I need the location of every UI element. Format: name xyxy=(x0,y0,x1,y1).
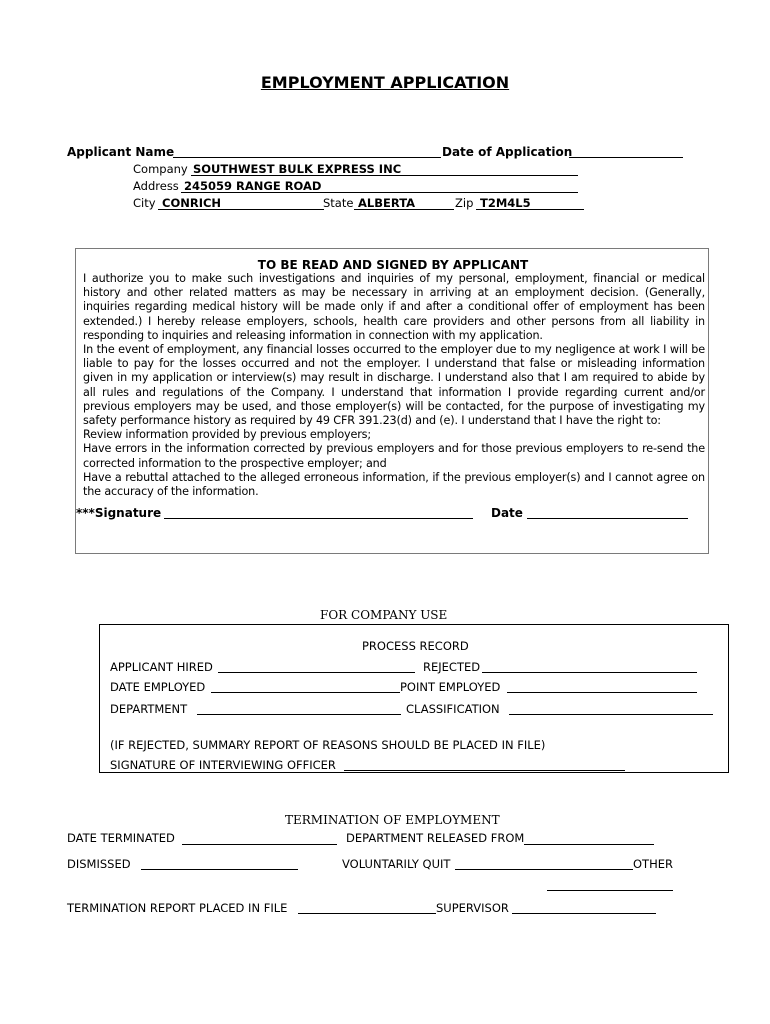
date-terminated-label: DATE TERMINATED xyxy=(67,831,175,845)
state-value: ALBERTA xyxy=(358,196,416,210)
consent-paragraph: Review information provided by previous employers; xyxy=(83,428,371,442)
date-employed-field[interactable] xyxy=(211,692,400,693)
other-field[interactable] xyxy=(547,890,673,891)
company-label: Company xyxy=(133,162,188,176)
zip-value: T2M4L5 xyxy=(480,196,531,210)
department-field[interactable] xyxy=(197,714,401,715)
date-of-application-label: Date of Application xyxy=(442,145,573,159)
point-employed-label: POINT EMPLOYED xyxy=(400,680,501,694)
consent-heading: TO BE READ AND SIGNED BY APPLICANT xyxy=(257,258,529,272)
department-label: DEPARTMENT xyxy=(110,702,188,716)
consent-paragraph: In the event of employment, any financial losses occurred to the employer due to my negligence at work I will be liable to pay for the losses occurred and not the employer. I understand that false or misleading information given in my application or interview(s) may result in discharge. I understand also that I am required to abide by all rules and regulations of the Company. I understand that information I provide regarding current and/or previous employers may be used, and those employer(s) will be contacted, for the purpose of investigating my safety performance history as required by 49 CFR 391.23(d) and (e). I understand that I have the right to: xyxy=(83,343,705,428)
signature-date-field[interactable] xyxy=(527,518,688,519)
classification-field[interactable] xyxy=(509,714,713,715)
applicant-name-label: Applicant Name xyxy=(67,145,175,159)
supervisor-label: SUPERVISOR xyxy=(436,901,509,915)
applicant-hired-label: APPLICANT HIRED xyxy=(110,660,213,674)
consent-paragraph: Have errors in the information corrected by previous employers and for those previous employers to re-send the corrected information to the prospective employer; and xyxy=(83,442,705,470)
zip-label: Zip xyxy=(455,196,474,210)
dismissed-field[interactable] xyxy=(141,869,298,870)
interviewing-officer-label: SIGNATURE OF INTERVIEWING OFFICER xyxy=(110,758,336,772)
consent-text xyxy=(83,272,705,499)
voluntarily-quit-label: VOLUNTARILY QUIT xyxy=(342,857,451,871)
address-label: Address xyxy=(133,179,179,193)
applicant-hired-field[interactable] xyxy=(218,672,415,673)
department-released-label: DEPARTMENT RELEASED FROM xyxy=(346,831,525,845)
company-use-heading: FOR COMPANY USE xyxy=(320,608,448,622)
termination-heading: TERMINATION OF EMPLOYMENT xyxy=(285,813,500,827)
state-label: State xyxy=(323,196,354,210)
signature-date-label: Date xyxy=(491,506,523,520)
point-employed-field[interactable] xyxy=(507,692,697,693)
date-of-application-field[interactable] xyxy=(569,157,683,158)
report-placed-field[interactable] xyxy=(298,913,436,914)
city-label: City xyxy=(133,196,156,210)
voluntarily-quit-field[interactable] xyxy=(455,869,633,870)
consent-paragraph: Have a rebuttal attached to the alleged erroneous information, if the previous employer(s) and I cannot agree on the accuracy of the information. xyxy=(83,470,705,499)
supervisor-field[interactable] xyxy=(512,913,656,914)
report-placed-label: TERMINATION REPORT PLACED IN FILE xyxy=(67,901,288,915)
date-employed-label: DATE EMPLOYED xyxy=(110,680,206,694)
department-released-field[interactable] xyxy=(524,844,654,845)
other-label: OTHER xyxy=(633,857,673,871)
if-rejected-note: (IF REJECTED, SUMMARY REPORT OF REASONS SHOULD BE PLACED IN FILE) xyxy=(110,738,546,752)
signature-label: ***Signature xyxy=(76,506,162,520)
company-value: SOUTHWEST BULK EXPRESS INC xyxy=(193,162,402,176)
signature-field[interactable] xyxy=(164,518,473,519)
dismissed-label: DISMISSED xyxy=(67,857,131,871)
consent-paragraph: I authorize you to make such investigations and inquiries of my personal, employment, financial or medical history and other related matters as may be necessary in arriving at an employment decision. (Generally, inquiries regarding medical history will be made only if and after a conditional offer of employment has been extended.) I hereby release employers, schools, health care providers and other persons from all liability in responding to inquiries and releasing information in connection with my application. xyxy=(83,272,705,342)
classification-label: CLASSIFICATION xyxy=(406,702,500,716)
address-value: 245059 RANGE ROAD xyxy=(184,179,322,193)
interviewing-officer-field[interactable] xyxy=(344,770,625,771)
process-record-heading: PROCESS RECORD xyxy=(362,639,469,653)
city-value: CONRICH xyxy=(162,196,222,210)
rejected-field[interactable] xyxy=(482,672,697,673)
rejected-label: REJECTED xyxy=(423,660,481,674)
page-title: EMPLOYMENT APPLICATION xyxy=(260,73,510,92)
date-terminated-field[interactable] xyxy=(182,844,337,845)
consent-box xyxy=(75,248,709,554)
applicant-name-field[interactable] xyxy=(173,157,441,158)
